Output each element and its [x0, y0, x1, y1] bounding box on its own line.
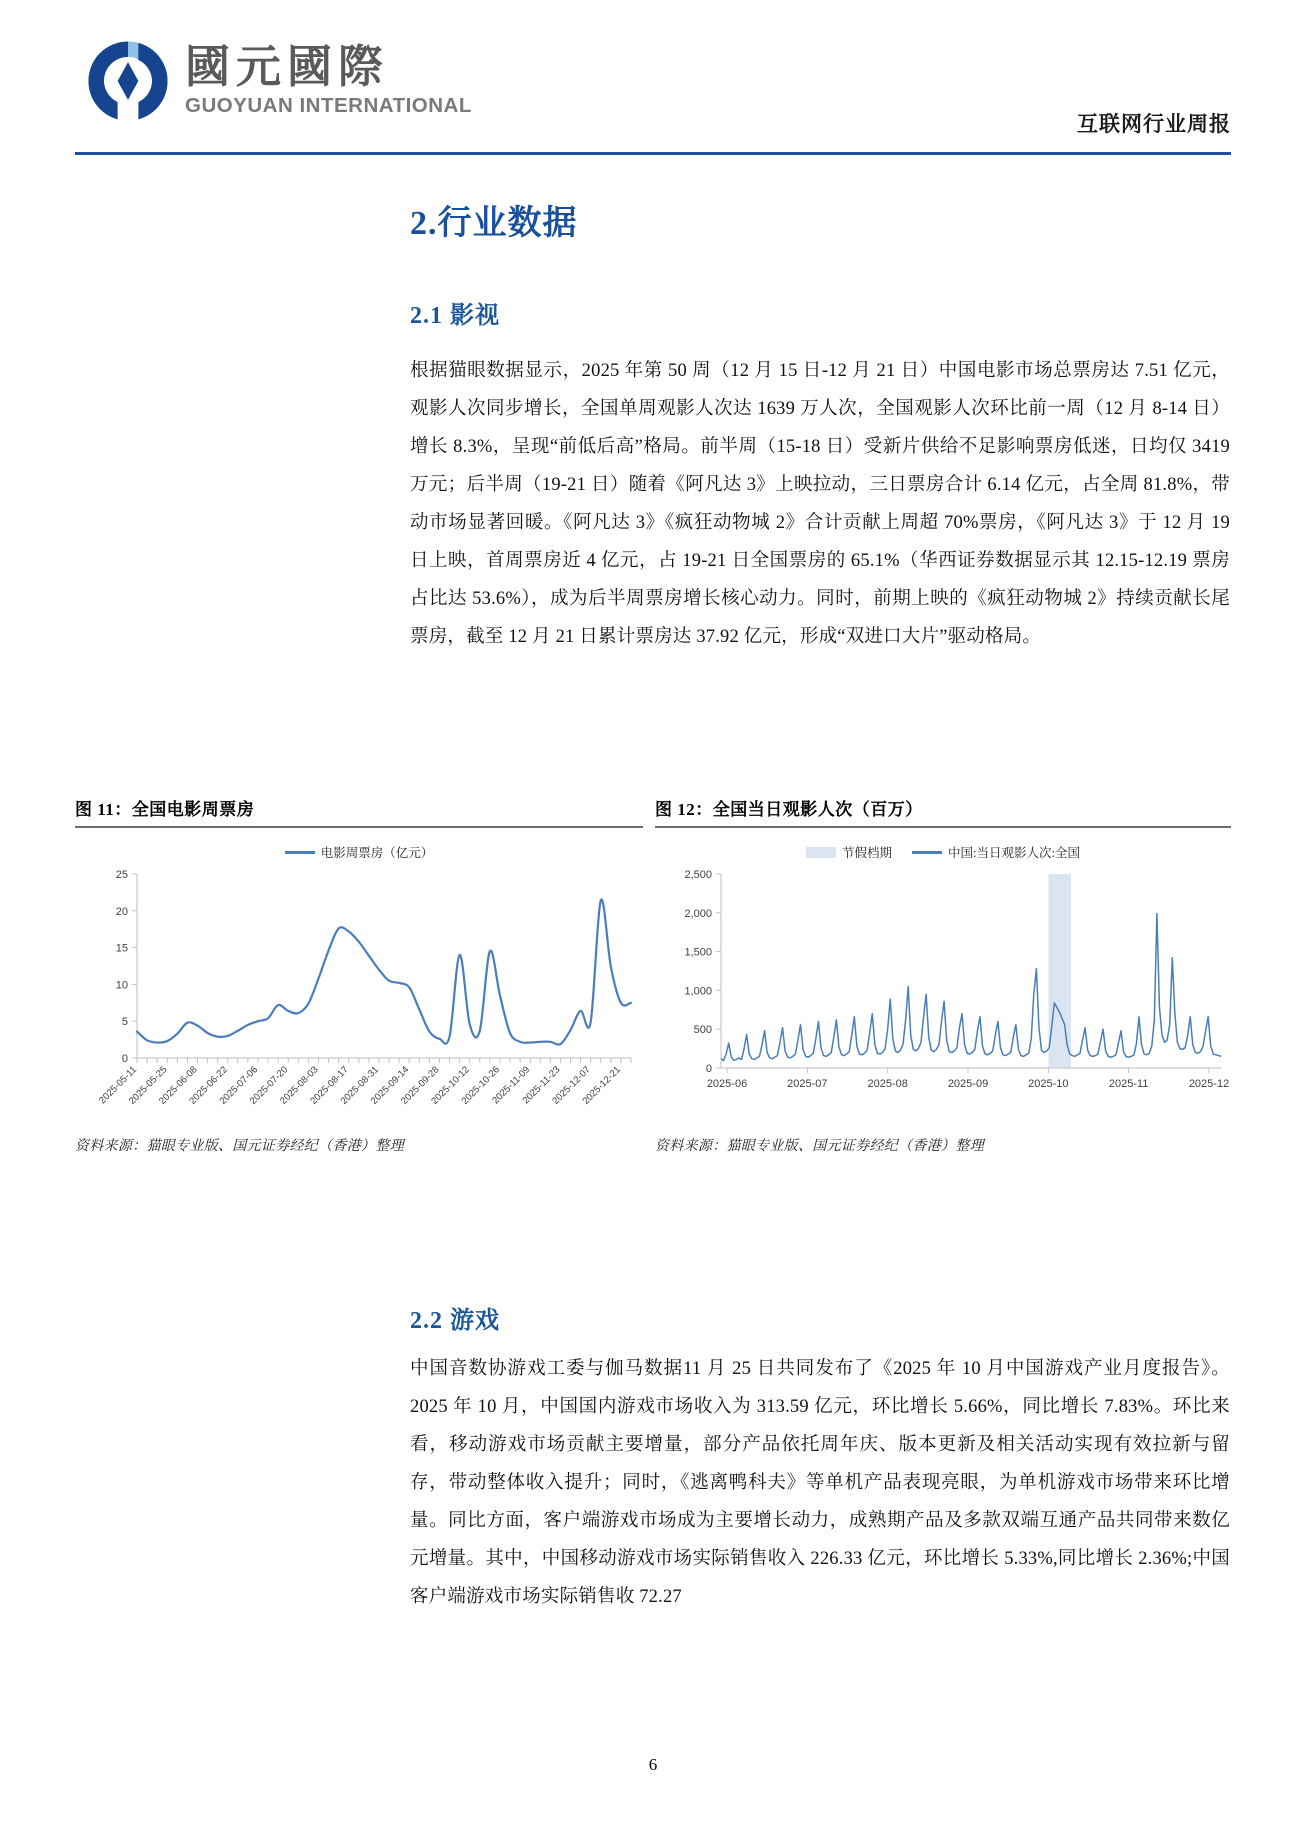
figure-12-source: 资料来源：猫眼专业版、国元证券经纪（香港）整理: [655, 1139, 984, 1154]
figure-11-plot-area: [75, 862, 643, 1112]
logo-english-name: GUOYUAN INTERNATIONAL: [185, 94, 472, 118]
svg-text:2025-05-25: 2025-05-25: [126, 1064, 170, 1107]
svg-text:2025-10-12: 2025-10-12: [429, 1064, 472, 1107]
paragraph-game-market: 中国音数协游戏工委与伽马数据11 月 25 日共同发布了《2025 年 10 月中国游戏产业月度报告》。2025 年 10 月，中国国内游戏市场收入为 313.59 亿元，环比增长 5.66%，同比增长 7.83%。环比来看，移动游戏市场贡献主要增量，部分产品依托周年庆、版本更新及相关活动实现有效拉新与留存，带动整体收入提升；同时，《逃离鸭科夫》等单机产品表现亮眼，为单机游戏市场带来环比增量。同比方面，客户端游戏市场成为主要增长动力，成熟期产品及多款双端互通产品共同带来数亿元增量。其中，中国移动游戏市场实际销售收入 226.33 亿元，环比增长 5.33%,同比增长 2.36%;中国客户端游戏市场实际销售收 72.27: [410, 1359, 1230, 1607]
svg-text:2,000: 2,000: [684, 907, 712, 920]
svg-text:2025-07-06: 2025-07-06: [217, 1064, 261, 1107]
svg-text:2025-12: 2025-12: [1188, 1078, 1230, 1090]
figure-12-legend: [655, 828, 1231, 862]
svg-text:2025-09-28: 2025-09-28: [399, 1064, 442, 1107]
svg-text:2025-07: 2025-07: [787, 1078, 828, 1090]
subsection-heading-game: 2.2 游戏: [410, 1308, 500, 1334]
svg-text:2025-11: 2025-11: [1108, 1078, 1149, 1090]
figure-11-legend: [75, 828, 643, 862]
svg-text:2025-08-17: 2025-08-17: [308, 1064, 351, 1107]
svg-text:15: 15: [115, 942, 128, 955]
svg-text:0: 0: [121, 1053, 128, 1065]
svg-text:2025-08: 2025-08: [867, 1078, 908, 1090]
legend-line-icon: [912, 851, 942, 854]
figure-11: [75, 795, 643, 1155]
svg-text:25: 25: [115, 869, 128, 881]
figure-11-chart: [75, 828, 643, 1133]
legend-band-icon: [806, 847, 836, 858]
svg-text:20: 20: [115, 905, 128, 918]
svg-text:0: 0: [705, 1063, 712, 1075]
svg-text:2025-11-23: 2025-11-23: [520, 1064, 563, 1107]
svg-text:2025-12-07: 2025-12-07: [550, 1064, 593, 1107]
svg-text:10: 10: [115, 979, 128, 992]
svg-text:2025-06-08: 2025-06-08: [157, 1064, 200, 1107]
svg-text:2025-09: 2025-09: [947, 1078, 989, 1090]
legend-label-weekly-boxoffice: 电影周票房（亿元）: [320, 846, 434, 860]
legend-item-holiday-band: [806, 843, 892, 861]
header-divider: [75, 152, 1231, 155]
svg-text:2025-06: 2025-06: [706, 1078, 748, 1090]
page-number: 6: [648, 1755, 658, 1774]
section-heading-industry-data: 2.行业数据: [410, 205, 578, 242]
paragraph-film-market: 根据猫眼数据显示，2025 年第 50 周（12 月 15 日-12 月 21 日）中国电影市场总票房达 7.51 亿元，观影人次同步增长，全国单周观影人次达 1639 万人次，全国观影人次环比前一周（12 月 8-14 日）增长 8.3%，呈现“前低后高”格局。前半周（15-18 日）受新片供给不足影响票房低迷，日均仅 3419 万元；后半周（19-21 日）随着《阿凡达 3》上映拉动，三日票房合计 6.14 亿元，占全周 81.8%，带动市场显著回暖。《阿凡达 3》《疯狂动物城 2》合计贡献上周超 70%票房，《阿凡达 3》于 12 月 19 日上映，首周票房近 4 亿元，占 19-21 日全国票房的 65.1%（华西证券数据显示其 12.15-12.19 票房占比达 53.6%），成为后半周票房增长核心动力。同时，前期上映的《疯狂动物城 2》持续贡献长尾票房，截至 12 月 21 日累计票房达 37.92 亿元，形成“双进口大片”驱动格局。: [410, 361, 1230, 647]
guoyuan-circle-logo-icon: [85, 38, 171, 124]
figure-12-caption: 图 12：全国当日观影人次（百万）: [655, 800, 923, 819]
legend-label-daily-admissions: 中国:当日观影人次:全国: [948, 846, 1080, 860]
page-header: [75, 28, 1231, 153]
svg-text:2025-10: 2025-10: [1028, 1078, 1069, 1090]
figure-12: [655, 795, 1231, 1155]
figure-12-chart: [655, 828, 1231, 1133]
svg-text:2025-07-20: 2025-07-20: [247, 1064, 291, 1107]
svg-text:1,500: 1,500: [684, 946, 712, 959]
company-logo: [85, 38, 472, 124]
figure-11-caption: 图 11：全国电影周票房: [75, 800, 255, 819]
legend-item-weekly-boxoffice: [285, 843, 434, 861]
svg-text:2025-08-03: 2025-08-03: [278, 1064, 321, 1107]
figure-12-plot-area: [655, 862, 1231, 1112]
svg-text:2025-10-26: 2025-10-26: [459, 1064, 503, 1107]
logo-chinese-name: 國元國際: [185, 41, 390, 92]
svg-text:1,000: 1,000: [684, 985, 712, 998]
svg-text:2025-08-31: 2025-08-31: [338, 1064, 382, 1107]
svg-text:2025-05-11: 2025-05-11: [97, 1064, 140, 1107]
svg-text:2025-11-09: 2025-11-09: [490, 1064, 533, 1107]
svg-text:2,500: 2,500: [684, 869, 712, 881]
legend-label-holiday: 节假档期: [842, 846, 893, 860]
svg-text:5: 5: [121, 1016, 128, 1029]
legend-line-icon: [285, 851, 315, 854]
svg-text:2025-09-14: 2025-09-14: [368, 1064, 412, 1107]
svg-text:500: 500: [693, 1024, 712, 1037]
svg-text:2025-06-22: 2025-06-22: [187, 1064, 230, 1107]
subsection-heading-film: 2.1 影视: [410, 303, 500, 329]
svg-text:2025-12-21: 2025-12-21: [580, 1064, 624, 1107]
report-type-label: 互联网行业周报: [1077, 112, 1231, 136]
figure-11-source: 资料来源：猫眼专业版、国元证券经纪（香港）整理: [75, 1139, 404, 1154]
legend-item-daily-admissions: [912, 843, 1080, 861]
